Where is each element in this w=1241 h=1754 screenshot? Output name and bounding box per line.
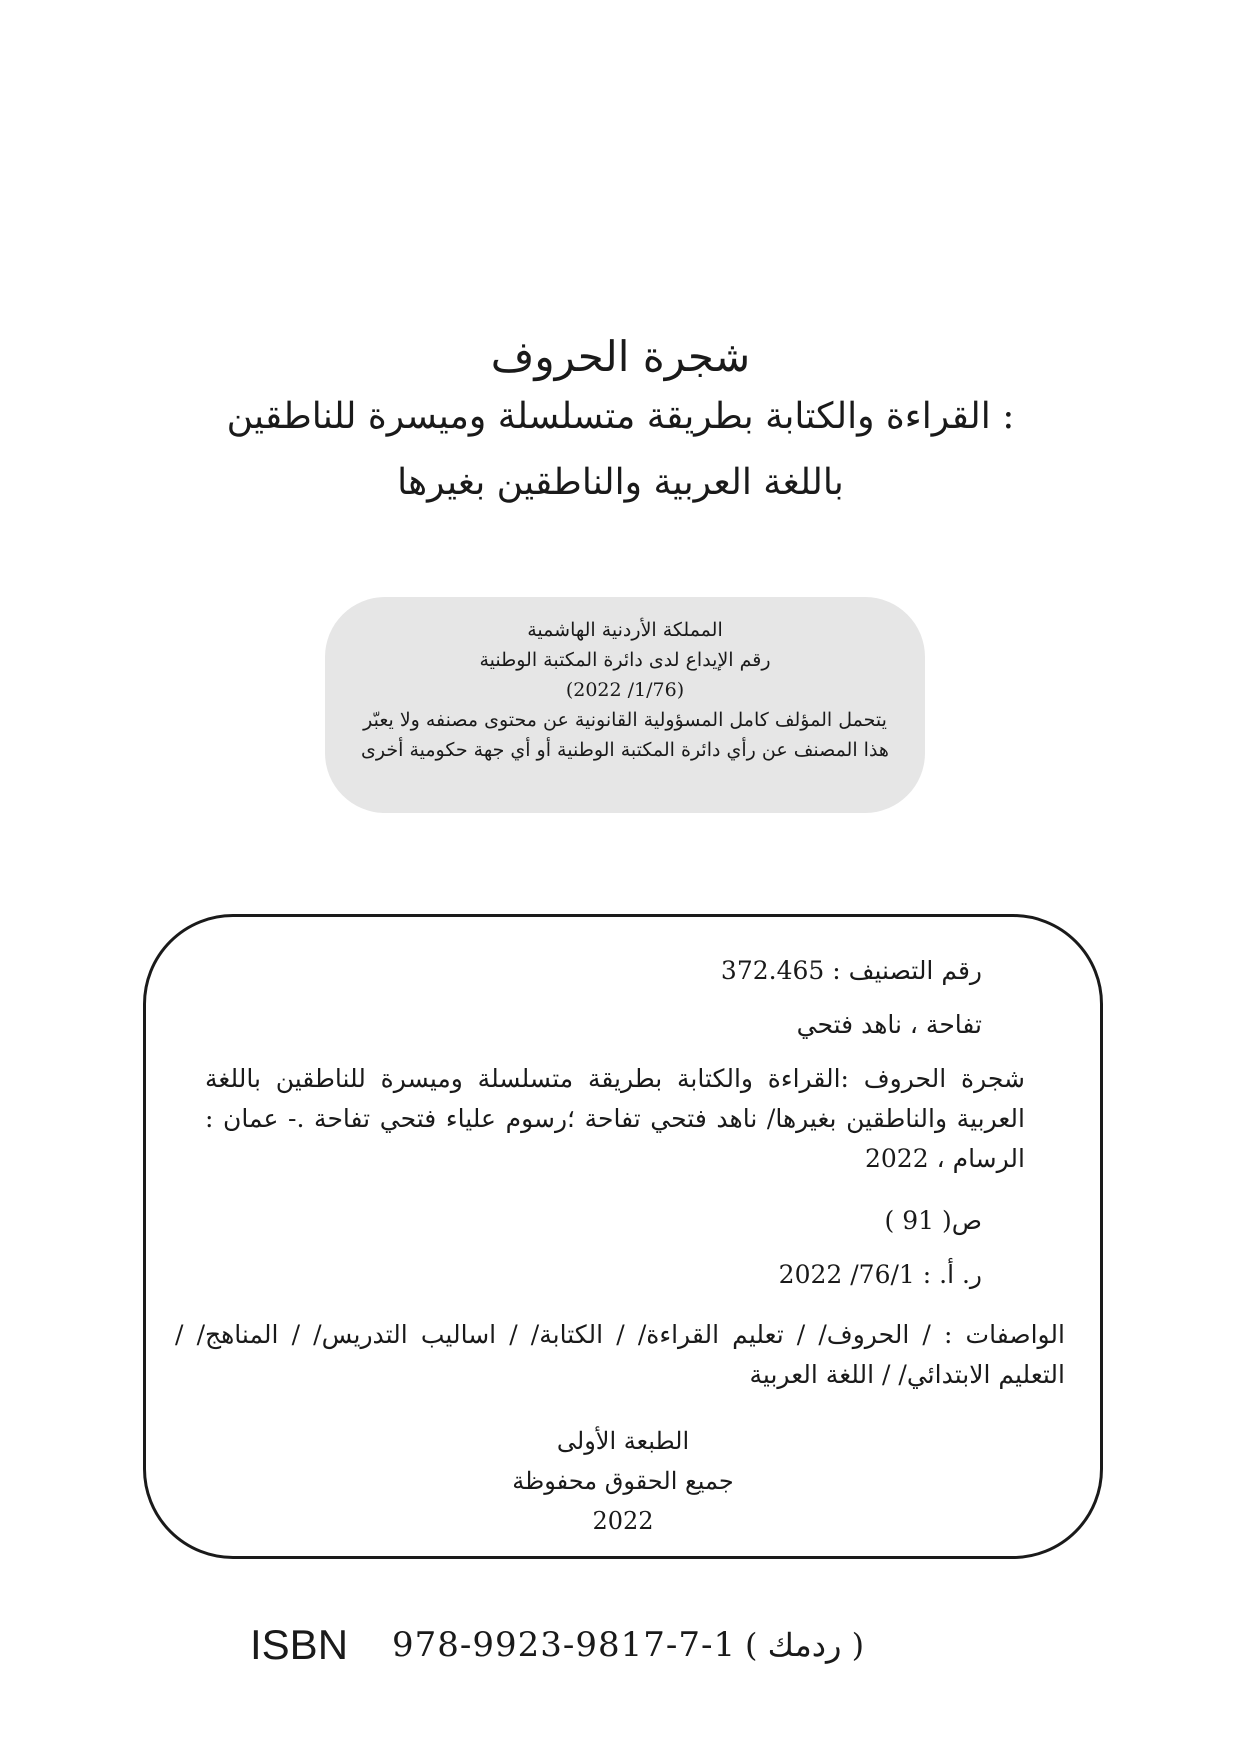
deposit-number: (2022 /1/76) [565, 679, 685, 701]
book-title: شجرة الحروف [490, 332, 751, 381]
book-subtitle-line-1: : القراءة والكتابة بطريقة متسلسلة وميسرة للناطقين [226, 396, 1015, 437]
rights-reserved: جميع الحقوق محفوظة [512, 1467, 734, 1495]
kingdom-name: المملكة الأردنية الهاشمية [527, 619, 723, 641]
catalog-author: تفاحة ، ناهد فتحي [796, 1010, 982, 1039]
isbn-arabic-label: ( ردمك ) [745, 1626, 865, 1664]
catalog-card [143, 914, 1103, 1559]
classification-number: رقم التصنيف : 372.465 [720, 956, 982, 985]
isbn-number: 978-9923-9817-7-1 [392, 1625, 737, 1665]
deposit-code: ر. أ. : 76/1/ 2022 [778, 1260, 982, 1289]
book-subtitle-line-2: باللغة العربية والناطقين بغيرها [397, 462, 844, 503]
publication-year: 2022 [592, 1507, 654, 1535]
isbn-row [0, 1620, 1241, 1670]
catalog-descriptors: الواصفات : / الحروف/ / تعليم القراءة/ / الكتابة/ / اساليب التدريس/ / المناهج/ / التعليم الابتدائي/ / اللغة العربية [175, 1320, 1065, 1389]
page-count: ص( 91 ) [884, 1206, 982, 1235]
disclaimer-line-2: هذا المصنف عن رأي دائرة المكتبة الوطنية أو أي جهة حكومية أخرى [361, 739, 889, 761]
title-block [0, 330, 1241, 516]
edition-label: الطبعة الأولى [556, 1427, 690, 1455]
disclaimer-line-1: يتحمل المؤلف كامل المسؤولية القانونية عن محتوى مصنفه ولا يعبّر [363, 709, 887, 731]
deposit-label: رقم الإيداع لدى دائرة المكتبة الوطنية [479, 649, 771, 671]
deposit-info-box [325, 597, 925, 813]
catalog-description: شجرة الحروف :القراءة والكتابة بطريقة متسلسلة وميسرة للناطقين باللغة العربية والناطقين بغيرها/ ناهد فتحي تفاحة ؛رسوم علياء فتحي تفاحة .- عمان : الرسام ، 2022 [205, 1064, 1025, 1173]
isbn-label: ISBN [250, 1621, 349, 1668]
